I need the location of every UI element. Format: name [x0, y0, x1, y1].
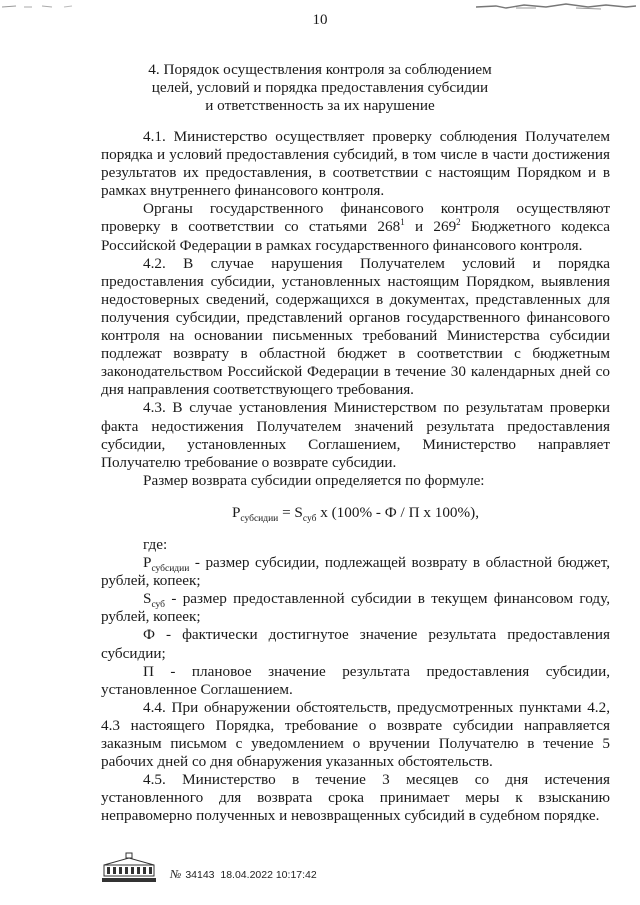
organs-text-b: и 269	[404, 218, 457, 236]
registration-datetime: 18.04.2022 10:17:42	[220, 869, 317, 881]
organs-sup-1: 1	[400, 217, 405, 228]
paragraph-formula-intro: Размер возврата субсидии определяется по формуле:	[143, 471, 485, 489]
def-s-symbol: S	[143, 590, 152, 608]
registration-number: 34143	[185, 869, 215, 881]
definition-s-sub	[101, 590, 610, 626]
refund-formula	[101, 504, 610, 522]
paragraph-4-4: 4.4. При обнаружении обстоятельств, предусмотренных пунктами 4.2, 4.3 настоящего Порядка, требование о возврате субсидии направляется заказным письмом с уведомлением о вручении Получателю в течение 5 рабочих дней со дня обнаружения указанных обстоятельств.	[101, 698, 610, 771]
paragraph-4-1: 4.1. Министерство осуществляет проверку соблюдения Получателем порядка и условий предоставления субсидий, в том числе в части достижения результатов их предоставления, в соответствии с настоящим Порядком и в рамках внутреннего финансового контроля.	[101, 128, 610, 200]
heading-line-2: целей, условий и порядка предоставления субсидии	[151, 79, 489, 96]
paragraph-4-3: 4.3. В случае установления Министерством по результатам проверки факта недостижения Получателем значений результата предоставления субсидии, установленных Соглашением, Министерство направляет Получателю требование о возврате субсидии.	[101, 399, 610, 471]
organs-text-a: Органы государственного финансового контроля осуществляют проверку в соответствии со статьями 268	[101, 200, 610, 236]
formula-eq: = S	[278, 503, 303, 521]
def-p-text: - размер субсидии, подлежащей возврату в областной бюджет, рублей, копеек;	[101, 554, 610, 590]
organs-sup-2: 2	[456, 217, 461, 228]
document-footer	[100, 852, 360, 886]
def-p-sub: субсидии	[151, 564, 190, 575]
formula-rest: х (100% - Ф / П х 100%),	[316, 503, 480, 521]
definition-pi: П - плановое значение результата предоставления субсидии, установленное Соглашением.	[101, 662, 610, 698]
paragraph-4-2: 4.2. В случае нарушения Получателем условий и порядка предоставления субсидии, установленных настоящим Порядком, выявления недостоверных сведений, содержащихся в документах, представленных для получения субсидии, представлений органов государственного финансового контроля на основании письменных требований Министерства субсидии подлежат возврату в областной бюджет в соответствии с бюджетным законодательством Российской Федерации в течение 30 календарных дней со дня направления соответствующего требования.	[101, 254, 610, 399]
def-p-symbol: Р	[143, 554, 152, 572]
scan-artifact-right	[476, 2, 636, 10]
paragraph-control-organs	[101, 200, 610, 254]
paragraph-4-5: 4.5. Министерство в течение 3 месяцев со дня истечения установленного для возврата срока принимает меры к взысканию неправомерно полученных и невозвращенных субсидий в судебном порядке.	[101, 771, 610, 825]
organs-text-c: Бюджетного кодекса Российской Федерации в рамках государственного финансового контроля.	[101, 218, 610, 254]
section-heading	[100, 61, 540, 115]
registration-stamp	[170, 867, 317, 882]
number-sign: №	[170, 867, 182, 881]
def-s-sub: суб	[151, 600, 166, 611]
heading-line-3: и ответственность за их нарушение	[205, 97, 435, 114]
formula-lhs: Р	[231, 503, 241, 521]
def-s-text: - размер предоставленной субсидии в текущем финансовом году, рублей, копеек;	[101, 590, 610, 626]
government-building-stamp-icon	[100, 852, 158, 884]
definition-f: Ф - фактически достигнутое значение результата предоставления субсидии;	[101, 626, 610, 662]
paragraph-where: где:	[143, 535, 168, 553]
heading-line-1: 4. Порядок осуществления контроля за соблюдением	[148, 61, 492, 78]
definition-p-subsidy	[101, 554, 610, 590]
document-body	[101, 128, 610, 825]
page-number: 10	[312, 12, 328, 28]
formula-lhs-sub: субсидии	[240, 513, 279, 524]
scan-artifact-left	[2, 4, 92, 10]
formula-s-sub: суб	[302, 513, 317, 524]
